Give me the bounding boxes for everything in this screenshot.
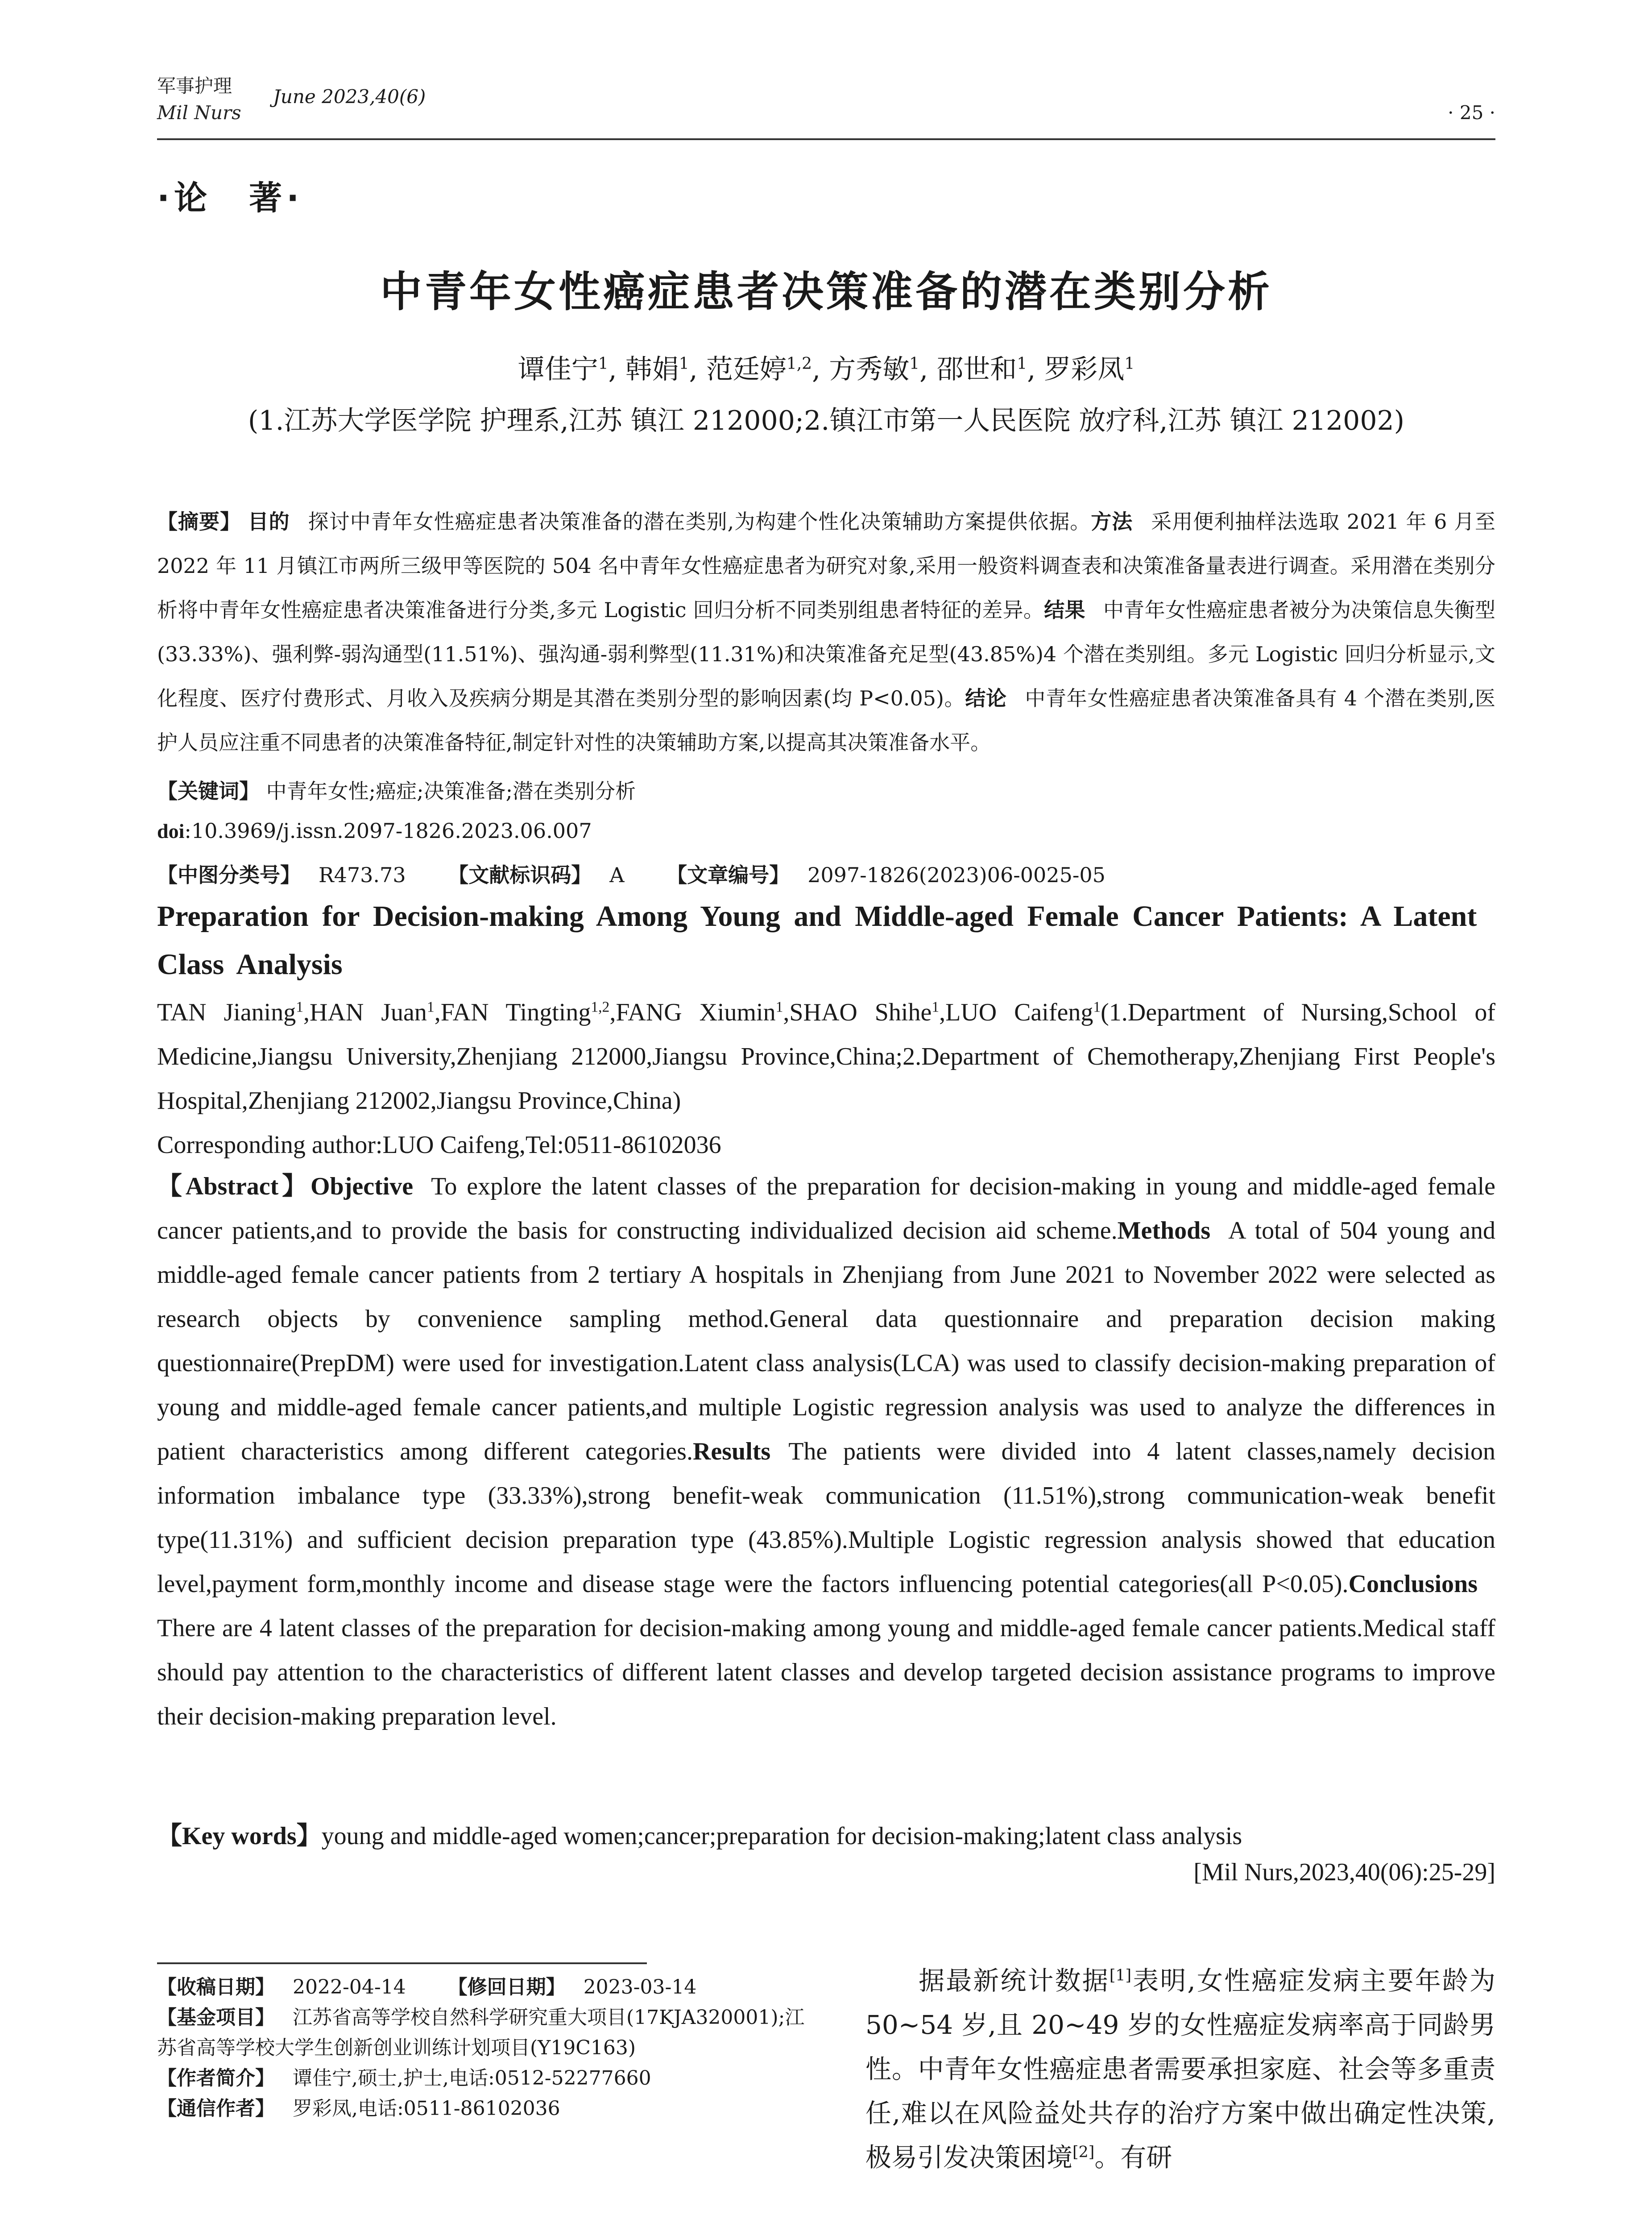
classification-line [157,859,1495,888]
author-bio: 谭佳宁,硕士,护士,电话:0512-52277660 [293,2067,651,2090]
en-conclusions: There are 4 latent classes of the preparation for decision-making among young and middle-aged female cancer patients.Medical staff should pay attention to the characteristics of different latent classes and develop targeted decision assistance programs to improve their decision-making preparation level. [157,1614,1495,1730]
author-bio-label: 【作者简介】 [157,2067,275,2090]
citation: [Mil Nurs,2023,40(06):25-29] [1193,1858,1495,1886]
author-affil-mark: 1 [909,355,920,373]
fund-label: 【基金项目】 [157,2006,275,2029]
en-author-name: SHAO Shihe [789,999,932,1026]
corr-line [157,2094,808,2124]
en-objective-label: Objective [311,1173,414,1200]
author-affil-mark: 1,2 [786,355,812,373]
received-label: 【收稿日期】 [157,1976,275,1999]
en-conclusions-label: Conclusions [1348,1570,1478,1598]
fund-line [157,2003,808,2063]
corr-text: 罗彩凤,电话:0511-86102036 [293,2097,560,2120]
en-methods: A total of 504 young and middle-aged female cancer patients from 2 tertiary A hospitals in Zhenjiang from June 2021 to November 2022 were selected as research objects by convenience sampling method.General data questionnaire and preparation decision making questionnaire(PrepDM) were used for investigation.Latent class analysis(LCA) was used to classify decision-making preparation of young and middle-aged female cancer patients,and multiple Logistic regression analysis was used to analyze the differences in patient characteristics among different categories. [157,1217,1496,1465]
en-abstract [157,1165,1495,1739]
author-affil-mark: 1 [679,355,689,373]
en-keywords-label: 【Key words】 [157,1822,322,1850]
author-affil-mark: 1 [598,355,609,373]
author-name: 方秀敏 [829,354,910,385]
header-rule [157,138,1495,140]
reference-mark: [2] [1072,2143,1095,2161]
doi-line [157,819,1495,843]
revised-label: 【修回日期】 [447,1976,566,1999]
doc-code-value: A [609,863,625,887]
en-results-label: Results [692,1438,771,1465]
cn-conclusion-label: 结论 [965,686,1007,710]
body-text: 。有研 [1094,2142,1172,2173]
journal-issue: June 2023,40(6) [273,86,426,108]
clc-value: R473.73 [319,863,406,887]
english-authors: TAN Jianing$^1$,HAN Juan$^1$,FAN Tingting$^{1,2}$,FANG Xiumin$^1$,SHAO Shihe$^1$,LUO Caifeng$^1$(1.Department of Nursing,School of Medicine,Jiangsu University,Zhenjiang 212000,Jiangsu Province,China;2.Department of Chemotherapy,Zhenjiang First People's Hospital,Zhenjiang 212002,Jiangsu Province,China) Corresponding author:LUO Caifeng,Tel:0511-86102036 [157,999,1496,1159]
body-paragraph [865,1959,1495,2180]
reference-mark: [1] [1109,1966,1132,1985]
author-affil-mark: 1 [1124,355,1135,373]
en-author-mark: 1 [932,999,940,1016]
en-keywords [157,1814,1495,1858]
section-label: ·论 著· [157,179,304,217]
en-author-name: FANG Xiumin [616,999,776,1026]
en-author-mark: 1 [426,999,435,1016]
cn-abstract [157,500,1495,765]
cn-conclusion: 中青年女性癌症患者决策准备具有 4 个潜在类别,医护人员应注重不同患者的决策准备特征,制定针对性的决策辅助方案,以提高其决策准备水平。 [157,686,1496,755]
en-author-name: HAN Juan [310,999,427,1026]
en-author-name: LUO Caifeng [945,999,1093,1026]
doi-label: doi [157,820,185,842]
cn-methods-label: 方法 [1091,510,1133,534]
cn-keywords-text: 中青年女性;癌症;决策准备;潜在类别分析 [266,779,636,803]
en-author-mark: 1 [775,999,783,1016]
en-author-name: TAN Jianing [157,999,296,1026]
en-author-name: FAN Tingting [440,999,591,1026]
en-results: The patients were divided into 4 latent classes,namely decision information imbalance type (33.33%),strong benefit-weak communication (11.51%),strong communication-weak benefit type(11.31%) and sufficient decision preparation type (43.85%).Multiple Logistic regression analysis showed that education level,payment form,monthly income and disease stage were the factors influencing potential categories(all P<0.05). [157,1438,1495,1598]
en-keywords-text: young and middle-aged women;cancer;preparation for decision-making;latent class analysis [321,1822,1242,1850]
doi-text: :10.3969/j.issn.2097-1826.2023.06.007 [184,819,592,843]
en-author-mark: 1 [1093,999,1101,1016]
author-name: 谭佳宁 [518,354,598,385]
author-list: 谭佳宁$^1$, 韩娟$^1$, 范廷婷$^{1,2}$, 方秀敏$^1$, 邵世和$^1$, 罗彩凤$^1$ [518,354,1135,385]
article-no-value: 2097-1826(2023)06-0025-05 [807,863,1105,887]
revised-date: 2023-03-14 [583,1976,697,1999]
cn-objective-label: 目的 [248,510,290,534]
fund-text: 江苏省高等学校自然科学研究重大项目(17KJA320001);江苏省高等学校大学生创新创业训练计划项目(Y19C163) [157,2006,805,2059]
author-bio-line [157,2063,808,2094]
corr-label: 【通信作者】 [157,2097,275,2120]
author-affil-mark: 1 [1017,355,1027,373]
english-title: Preparation for Decision-making Among Young and Middle-aged Female Cancer Patients: A Latent Class Analysis [157,900,1477,981]
en-abstract-label: 【Abstract】 [157,1173,311,1200]
corresponding-author: Corresponding author:LUO Caifeng,Tel:0511-86102036 [157,1131,721,1159]
affiliation: (1.江苏大学医学院 护理系,江苏 镇江 212000;2.镇江市第一人民医院 放疗科,江苏 镇江 212002) [248,405,1405,436]
author-name: 范廷婷 [706,354,787,385]
paper-title: 中青年女性癌症患者决策准备的潜在类别分析 [380,268,1272,316]
body-text: 表明,女性癌症发病主要年龄为 50~54 岁,且 20~49 岁的女性癌症发病率高于同龄男性。中青年女性癌症患者需要承担家庭、社会等多重责任,难以在风险益处共存的治疗方案中做出确定性决策,极易引发决策困境 [865,1966,1495,2173]
footnote-rule [157,1962,647,1964]
journal-name-cn: 军事护理 [157,75,232,97]
clc-label: 【中图分类号】 [157,863,301,887]
en-affiliation: (1.Department of Nursing,School of Medicine,Jiangsu University,Zhenjiang 212000,Jiangsu Province,China;2.Department of Chemotherapy,Zhenjiang First People's Hospital,Zhenjiang 212002,Jiangsu Province,China) [157,999,1496,1115]
cn-keywords [157,775,1495,804]
cn-objective: 探讨中青年女性癌症患者决策准备的潜在类别,为构建个性化决策辅助方案提供依据。 [307,510,1091,534]
author-name: 罗彩凤 [1044,354,1125,385]
cn-abstract-label: 【摘要】 [157,510,241,534]
body-text: 据最新统计数据 [917,1966,1110,1996]
page-number: · 25 · [1448,102,1495,124]
author-name: 邵世和 [936,354,1017,385]
author-name: 韩娟 [625,354,679,385]
journal-name-en: Mil Nurs [157,102,241,124]
en-author-mark: 1 [296,999,304,1016]
en-author-mark: 1,2 [591,999,610,1016]
cn-results-label: 结果 [1044,598,1085,622]
en-methods-label: Methods [1117,1217,1211,1244]
en-objective: To explore the latent classes of the preparation for decision-making in young and middle-aged female cancer patients,and to provide the basis for constructing individualized decision aid scheme. [157,1173,1495,1244]
cn-results: 中青年女性癌症患者被分为决策信息失衡型(33.33%)、强利弊-弱沟通型(11.51%)、强沟通-弱利弊型(11.31%)和决策准备充足型(43.85%)4 个潜在类别组。多元 Logistic 回归分析显示,文化程度、医疗付费形式、月收入及疾病分期是其潜在类别分型的影响因素(均 P<0.05)。 [157,598,1496,710]
doc-code-label: 【文献标识码】 [448,863,592,887]
article-no-label: 【文章编号】 [667,863,790,887]
cn-keywords-label: 【关键词】 [157,779,260,803]
received-line [157,1972,808,2003]
cn-methods: 采用便利抽样法选取 2021 年 6 月至 2022 年 11 月镇江市两所三级甲等医院的 504 名中青年女性癌症患者为研究对象,采用一般资料调查表和决策准备量表进行调查。采用潜在类别分析将中青年女性癌症患者决策准备进行分类,多元 Logistic 回归分析不同类别组患者特征的差异。 [157,510,1496,622]
received-date: 2022-04-14 [293,1976,406,1999]
footnotes [157,1972,808,2124]
